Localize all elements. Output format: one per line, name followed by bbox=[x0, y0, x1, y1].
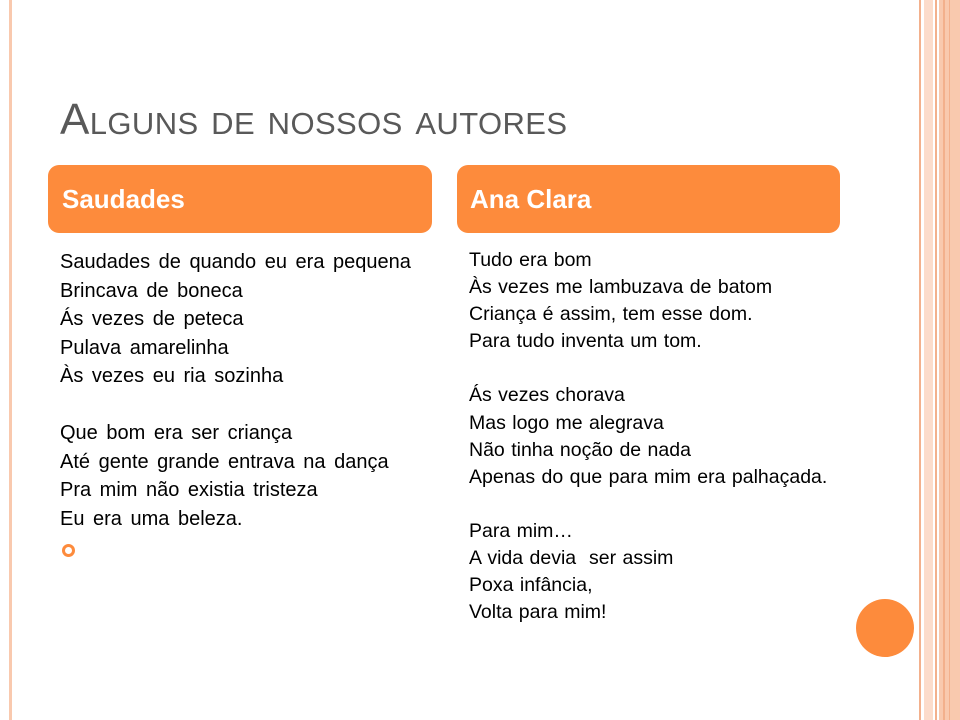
poem-ana-clara bbox=[469, 247, 827, 653]
poem-line: Poxa infância, bbox=[469, 574, 593, 597]
stanza bbox=[60, 419, 411, 533]
poem-saudades bbox=[60, 248, 411, 562]
right-border-stripes bbox=[918, 0, 960, 720]
poem-line: Tudo era bom bbox=[469, 249, 592, 271]
left-border-line bbox=[9, 0, 12, 720]
orange-circle-decoration bbox=[856, 599, 914, 657]
stanza bbox=[469, 382, 827, 490]
poem-line: Mas logo me alegrava bbox=[469, 411, 664, 434]
poem-line: Pulava amarelinha bbox=[60, 336, 229, 359]
poem-line: Para mim… bbox=[469, 519, 573, 542]
poem-line: Volta para mim! bbox=[469, 601, 607, 624]
slide-title: Alguns de nossos autores bbox=[60, 95, 568, 144]
poem-line: Às vezes eu ria sozinha bbox=[60, 365, 284, 387]
poem-line: Às vezes me lambuzava de batom bbox=[469, 276, 773, 299]
ring-bullet-icon bbox=[62, 544, 75, 557]
poem-line: Ás vezes de peteca bbox=[60, 308, 244, 330]
poem-line: A vida devia ser assim bbox=[469, 547, 674, 570]
poem-line: Apenas do que para mim era palhaçada. bbox=[469, 465, 828, 488]
stanza bbox=[469, 247, 827, 355]
poem-line: Brincava de boneca bbox=[60, 279, 243, 302]
author-header-saudades bbox=[48, 165, 432, 233]
poem-line: Pra mim não existia tristeza bbox=[60, 479, 318, 501]
poem-line: Não tinha noção de nada bbox=[469, 438, 691, 461]
author-header-label: Saudades bbox=[62, 183, 185, 214]
poem-line: Criança é assim, tem esse dom. bbox=[469, 303, 753, 326]
poem-line: Para tudo inventa um tom. bbox=[469, 330, 702, 353]
poem-line: Que bom era ser criança bbox=[60, 422, 293, 444]
poem-line: Ás vezes chorava bbox=[469, 384, 625, 407]
poem-line: Até gente grande entrava na dança bbox=[60, 450, 389, 473]
poem-line: Eu era uma beleza. bbox=[60, 507, 243, 530]
stanza bbox=[60, 248, 411, 391]
author-header-label: Ana Clara bbox=[470, 183, 592, 214]
poem-line: Saudades de quando eu era pequena bbox=[60, 251, 411, 273]
stanza bbox=[469, 518, 827, 626]
author-header-ana-clara bbox=[457, 165, 840, 233]
